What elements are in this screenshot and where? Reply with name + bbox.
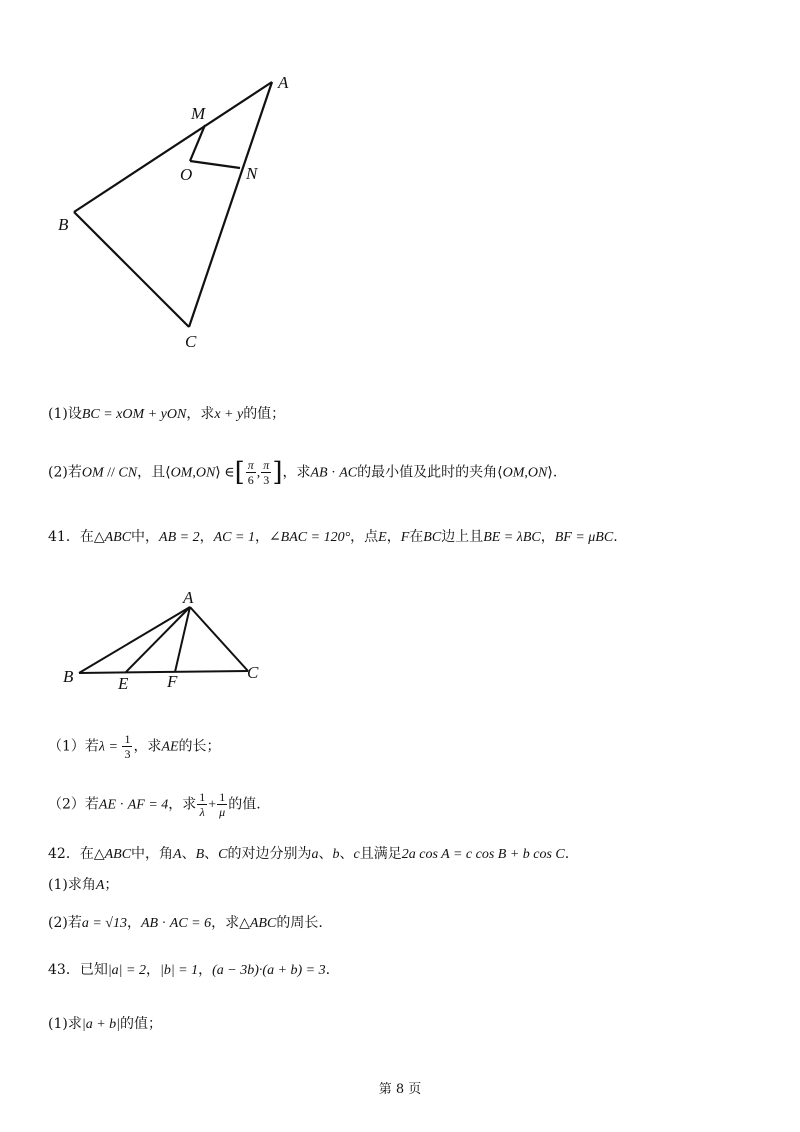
label-o: O xyxy=(180,165,193,184)
q42-part2: (2)若a = √13，AB · AC = 6，求△ABC的周长. xyxy=(48,915,323,931)
segment-ca xyxy=(190,607,248,671)
label-c2: C xyxy=(247,663,259,682)
q41-part2: （2）若AE · AF = 4，求 $\frac{1}{\lambda}$ + $\frac{1}{\mu}$ 的值. xyxy=(48,790,261,819)
segment-on xyxy=(190,161,240,168)
q42-part1: (1)求角A； xyxy=(48,877,119,893)
page-number: 第 8 页 xyxy=(378,1082,422,1097)
label-a2: A xyxy=(183,588,194,607)
label-f2: F xyxy=(167,672,178,691)
segment-af xyxy=(175,607,190,672)
figure-triangle-mon xyxy=(40,60,320,360)
label-b2: B xyxy=(63,667,74,686)
q41-stem: 41．在△ABC中，AB = 2，AC = 1，∠BAC = 120°，点E，F在BC边上且BE = λBC，BF = μBC. xyxy=(48,529,618,545)
q43-stem: 43．已知|a| = 2，|b| = 1，(a − 3b)·(a + b) = 3. xyxy=(48,962,331,978)
figure-triangle-abc-ef xyxy=(55,585,285,695)
label-m: M xyxy=(191,104,206,123)
segment-ab xyxy=(74,82,272,212)
q40-part2: (2)若OM // CN，且⟨OM,ON⟩ ∈[ $\frac{\pi}{6}$ , $\frac{\pi}{3}$ ]，求AB · AC的最小值及此时的夹角⟨OM,ON⟩. xyxy=(48,457,558,488)
label-a: A xyxy=(278,73,289,92)
q42-stem: 42．在△ABC中，角A、B、C的对边分别为a、b、c且满足2a cos A = c cos B + b cos C. xyxy=(48,846,570,862)
label-n: N xyxy=(246,164,258,183)
q40-part1: (1)设BC = xOM + yON，求x + y的值； xyxy=(48,406,286,422)
label-c: C xyxy=(185,332,197,351)
segment-bc xyxy=(74,212,189,327)
q41-part1: （1）若λ = $\frac{1}{3}$ ，求AE的长； xyxy=(48,732,221,761)
label-b: B xyxy=(58,215,69,234)
segment-bc-base xyxy=(79,671,248,673)
q43-part1: (1)求|a + b|的值； xyxy=(48,1016,162,1032)
label-e2: E xyxy=(118,674,129,693)
